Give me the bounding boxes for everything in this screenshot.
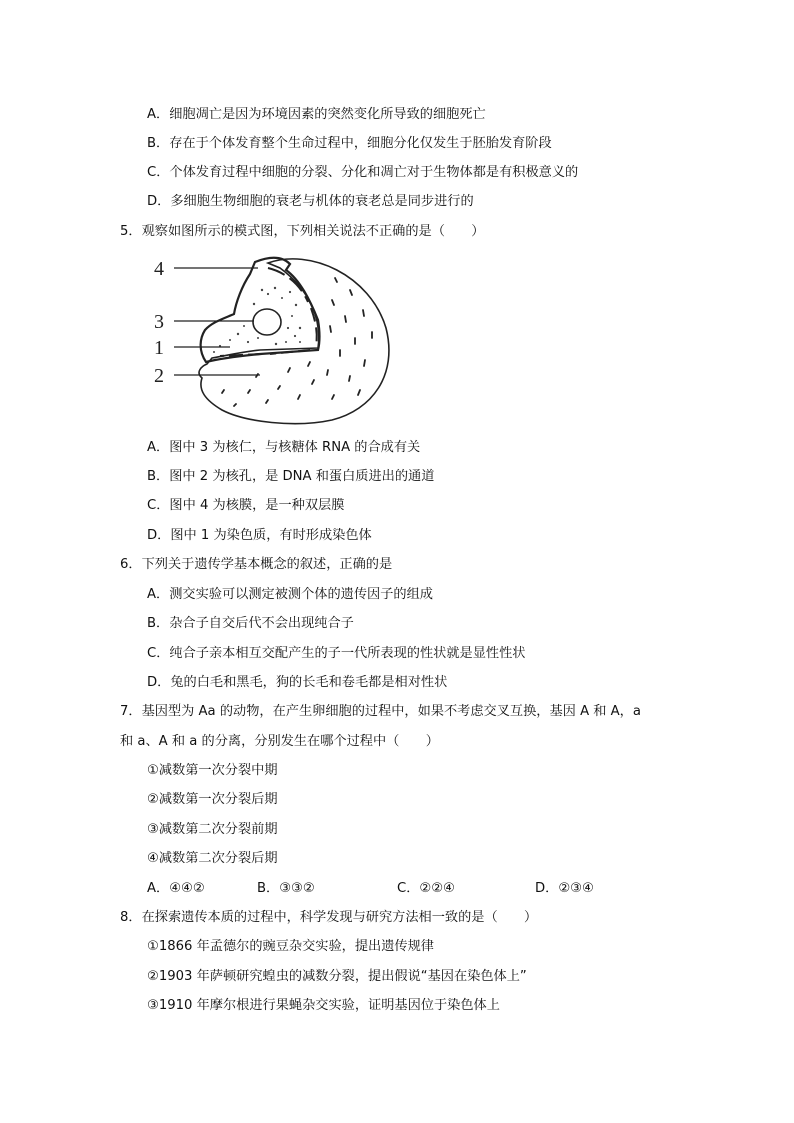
chromatin-dots (213, 287, 301, 353)
q7-answer-a: A．④④② (147, 881, 205, 896)
q5-stem: 5．观察如图所示的模式图，下列相关说法不正确的是（ ） (120, 224, 485, 239)
q6-option-c: C．纯合子亲本相互交配产生的子一代所表现的性状就是显性性状 (147, 646, 526, 661)
q4-option-b: B．存在于个体发育整个生命过程中，细胞分化仅发生于胚胎发育阶段 (147, 136, 552, 151)
figure-label-4: 4 (154, 258, 164, 280)
q7-item-2: ②减数第一次分裂后期 (147, 792, 278, 807)
q7-stem-line2: 和 a、A 和 a 的分离，分别发生在哪个过程中（ ） (120, 734, 439, 749)
q8-stem: 8．在探索遗传本质的过程中，科学发现与研究方法相一致的是（ ） (120, 910, 538, 925)
q7-answer-d: D．②③④ (535, 881, 594, 896)
q5-option-a: A．图中 3 为核仁，与核糖体 RNA 的合成有关 (147, 440, 421, 455)
q4-option-c: C．个体发育过程中细胞的分裂、分化和凋亡对于生物体都是有积极意义的 (147, 165, 579, 180)
figure-label-2: 2 (154, 365, 164, 387)
q4-option-d: D．多细胞生物细胞的衰老与机体的衰老总是同步进行的 (147, 194, 474, 209)
q4-option-a: A．细胞凋亡是因为环境因素的突然变化所导致的细胞死亡 (147, 107, 486, 122)
q7-answer-b: B．③③② (257, 881, 315, 896)
figure-label-1: 1 (154, 337, 164, 359)
q5-option-d: D．图中 1 为染色质，有时形成染色体 (147, 528, 372, 543)
nucleolus (253, 309, 281, 335)
q8-item-2: ②1903 年萨顿研究蝗虫的减数分裂，提出假说“基因在染色体上” (147, 969, 527, 984)
cell-outline (199, 259, 389, 424)
q7-item-1: ①减数第一次分裂中期 (147, 763, 278, 778)
q6-option-d: D．兔的白毛和黑毛，狗的长毛和卷毛都是相对性状 (147, 675, 448, 690)
q7-answer-c: C．②②④ (397, 881, 455, 896)
q6-stem: 6．下列关于遗传学基本概念的叙述，正确的是 (120, 557, 393, 572)
q7-stem-line1: 7．基因型为 Aa 的动物，在产生卵细胞的过程中，如果不考虑交叉互换，基因 A 和 A，a (120, 704, 641, 719)
figure-label-3: 3 (154, 311, 164, 333)
q8-item-1: ①1866 年孟德尔的豌豆杂交实验，提出遗传规律 (147, 939, 434, 954)
q7-item-3: ③减数第二次分裂前期 (147, 822, 278, 837)
cytoplasm-marks (222, 278, 372, 406)
q6-option-a: A．测交实验可以测定被测个体的遗传因子的组成 (147, 587, 433, 602)
q5-option-b: B．图中 2 为核孔，是 DNA 和蛋白质进出的通道 (147, 469, 435, 484)
cell-nucleus-diagram (150, 250, 400, 430)
q8-item-3: ③1910 年摩尔根进行果蝇杂交实验，证明基因位于染色体上 (147, 998, 500, 1013)
q7-item-4: ④减数第二次分裂后期 (147, 851, 278, 866)
q5-option-c: C．图中 4 为核膜，是一种双层膜 (147, 498, 345, 513)
q6-option-b: B．杂合子自交后代不会出现纯合子 (147, 616, 354, 631)
